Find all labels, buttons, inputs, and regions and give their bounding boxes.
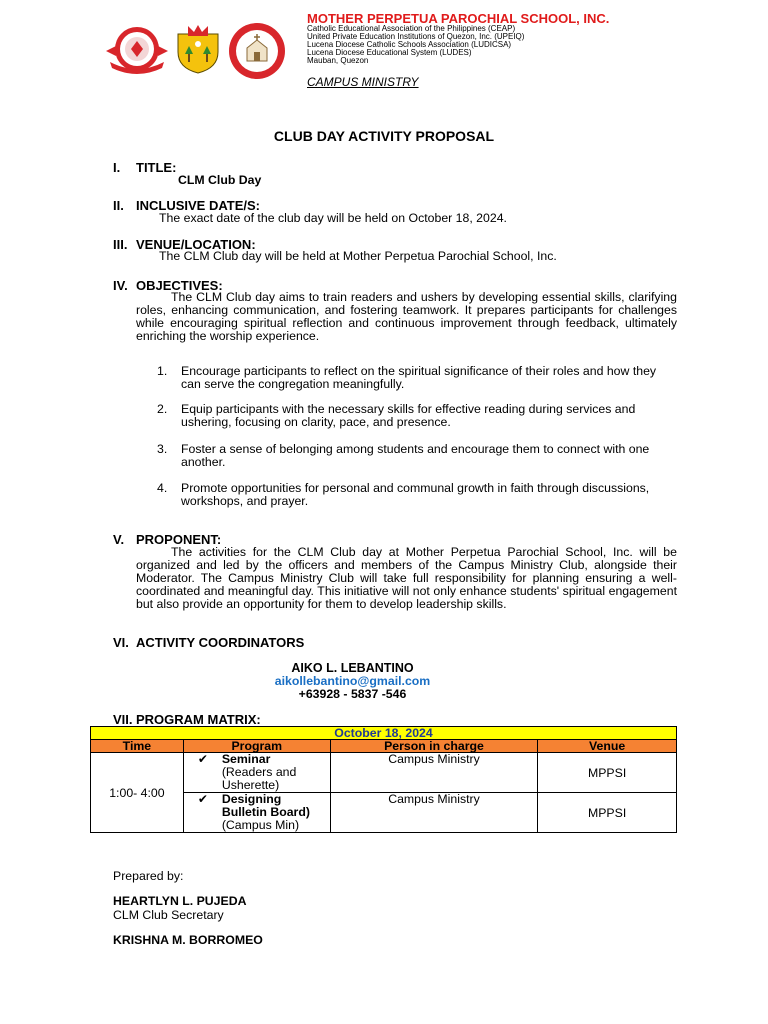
program-cell — [183, 793, 330, 833]
program-title: Designing — [221, 792, 282, 806]
section-label: ACTIVITY COORDINATORS — [136, 635, 305, 650]
program-detail: Bulletin Board) — [221, 805, 310, 819]
program-detail: (Readers and — [221, 765, 297, 779]
section-label: PROGRAM MATRIX: — [136, 712, 261, 727]
affiliation-line: United Private Education Institutions of Quezon, Inc. (UPEIQ) — [307, 32, 525, 41]
section-number: VI. — [113, 635, 129, 650]
department-label: CAMPUS MINISTRY — [307, 75, 419, 89]
program-cell — [183, 753, 330, 793]
section-coordinators-heading — [113, 635, 304, 650]
list-item-text: Encourage participants to reflect on the spiritual significance of their roles and how they can serve the congregation meaningfully. — [181, 364, 657, 391]
coordinator-phone: +63928 - 5837 -546 — [298, 687, 407, 701]
ceap-seal-logo — [104, 24, 170, 78]
logo-group — [104, 20, 302, 80]
table-date-row — [91, 727, 677, 740]
time-cell: 1:00- 4:00 — [91, 753, 184, 833]
list-item-number: 4. — [157, 481, 168, 495]
school-name: MOTHER PERPETUA PAROCHIAL SCHOOL, INC. — [307, 11, 610, 26]
list-item-number: 2. — [157, 402, 168, 416]
program-detail: (Campus Min) — [221, 818, 300, 832]
list-item-text: Equip participants with the necessary skills for effective reading during services and ushering, focusing on clarity, pace, and presence. — [181, 402, 636, 429]
letterhead — [0, 0, 768, 100]
affiliation-line: Lucena Diocese Educational System (LUDES) — [307, 48, 472, 57]
section-label: PROPONENT: — [136, 532, 222, 547]
date-text: The exact date of the club day will be held on October 18, 2024. — [159, 211, 507, 225]
column-header-program: Program — [183, 740, 330, 753]
table-row — [91, 753, 677, 793]
signatory-name: HEARTLYN L. PUJEDA — [113, 894, 247, 908]
person-cell: Campus Ministry — [330, 793, 538, 833]
activity-title: CLM Club Day — [178, 173, 262, 187]
affiliation-line: Catholic Educational Association of the Philippines (CEAP) — [307, 24, 516, 33]
list-item-number: 3. — [157, 442, 168, 456]
section-label: OBJECTIVES: — [136, 278, 223, 293]
venue-text: The CLM Club day will be held at Mother Perpetua Parochial School, Inc. — [159, 249, 557, 263]
school-seal-logo — [228, 22, 286, 80]
proponent-text: The activities for the CLM Club day at Mother Perpetua Parochial School, Inc. will be organized and led by the officers and members of the Campus Ministry Club, alongside their Moderator. The Campus Ministry Club will take full responsibility for planning ensuring a well-coordinated and meaningful day. This initiative will not only enhance students' spiritual engagement but also provide an opportunity for them to develop leadership skills. — [136, 545, 677, 611]
coordinator-email[interactable]: aikollebantino@gmail.com — [274, 674, 431, 688]
diocese-coat-of-arms-logo — [174, 24, 222, 74]
program-matrix-table — [90, 726, 677, 833]
person-cell: Campus Ministry — [330, 753, 538, 793]
school-location: Mauban, Quezon — [307, 56, 369, 65]
column-header-venue: Venue — [538, 740, 677, 753]
prepared-by-label: Prepared by: — [113, 869, 184, 883]
list-item-number: 1. — [157, 364, 168, 378]
venue-cell: MPPSI — [538, 793, 677, 833]
affiliation-line: Lucena Diocese Catholic Schools Association (LUDICSA) — [307, 40, 512, 49]
matrix-date: October 18, 2024 — [91, 727, 677, 740]
section-number: VII. — [113, 712, 133, 727]
venue-cell: MPPSI — [538, 753, 677, 793]
checkmark-icon: ✔ — [197, 792, 208, 806]
column-header-time: Time — [91, 740, 184, 753]
coordinator-name: AIKO L. LEBANTINO — [291, 661, 414, 675]
section-number: V. — [113, 532, 125, 547]
section-matrix-heading — [113, 712, 261, 727]
section-number: III. — [113, 237, 128, 252]
section-label: VENUE/LOCATION: — [136, 237, 256, 252]
list-item-text: Promote opportunities for personal and communal growth in faith through discussions, workshops, and prayer. — [181, 481, 650, 508]
checkmark-icon: ✔ — [197, 752, 208, 766]
section-label: TITLE: — [136, 160, 177, 175]
section-number: I. — [113, 160, 121, 175]
section-label: INCLUSIVE DATE/S: — [136, 198, 260, 213]
objectives-intro: The CLM Club day aims to train readers and ushers by developing essential skills, clarifying roles, enhancing communication, and fostering teamwork. It prepares participants for challenges while encouraging spiritual reflection and continuous improvement through feedback, ultimately enriching the worship experience. — [136, 290, 677, 343]
section-title-heading — [113, 160, 176, 175]
program-detail: Usherette) — [221, 778, 280, 792]
list-item-text: Foster a sense of belonging among students and encourage them to connect with one another. — [181, 442, 650, 469]
table-header-row — [91, 740, 677, 753]
program-title: Seminar — [221, 752, 271, 766]
document-title: CLUB DAY ACTIVITY PROPOSAL — [273, 128, 495, 144]
signatory-name: KRISHNA M. BORROMEO — [113, 933, 263, 947]
section-number: II. — [113, 198, 124, 213]
section-number: IV. — [113, 278, 128, 293]
column-header-person: Person in charge — [330, 740, 538, 753]
signatory-role: CLM Club Secretary — [113, 908, 224, 922]
